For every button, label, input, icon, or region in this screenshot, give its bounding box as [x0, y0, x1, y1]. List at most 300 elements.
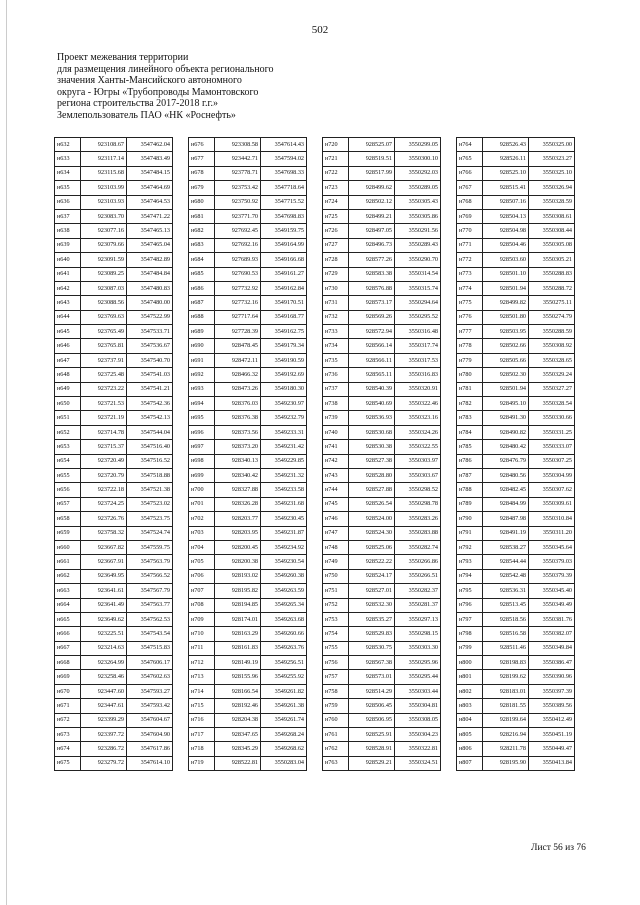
point-id-cell: н710: [189, 627, 215, 641]
x-coordinate-cell: 928502.66: [483, 339, 529, 353]
x-coordinate-cell: 928525.07: [349, 138, 395, 152]
y-coordinate-cell: 3550298.52: [395, 483, 441, 497]
table-row: [323, 670, 441, 684]
y-coordinate-cell: 3550324.51: [395, 756, 441, 770]
point-id-cell: н718: [189, 742, 215, 756]
point-id-cell: н735: [323, 353, 349, 367]
binding-edge-line: [6, 0, 7, 905]
point-id-cell: н778: [457, 339, 483, 353]
y-coordinate-cell: 3550322.81: [395, 742, 441, 756]
coordinate-table-3: [322, 137, 441, 771]
table-row: [323, 166, 441, 180]
x-coordinate-cell: 928480.42: [483, 440, 529, 454]
x-coordinate-cell: 928524.00: [349, 512, 395, 526]
y-coordinate-cell: 3547602.63: [127, 670, 173, 684]
y-coordinate-cell: 3547484.84: [127, 267, 173, 281]
point-id-cell: н768: [457, 195, 483, 209]
x-coordinate-cell: 923083.70: [81, 209, 127, 223]
y-coordinate-cell: 3550397.39: [529, 684, 575, 698]
x-coordinate-cell: 928499.62: [349, 181, 395, 195]
table-row: [189, 684, 307, 698]
x-coordinate-cell: 927717.64: [215, 310, 261, 324]
table-row: [323, 584, 441, 598]
x-coordinate-cell: 923714.78: [81, 425, 127, 439]
x-coordinate-cell: 928163.29: [215, 627, 261, 641]
table-row: [457, 224, 575, 238]
x-coordinate-cell: 923399.29: [81, 713, 127, 727]
y-coordinate-cell: 3547566.52: [127, 569, 173, 583]
point-id-cell: н662: [55, 569, 81, 583]
x-coordinate-cell: 928198.83: [483, 656, 529, 670]
table-row: [55, 454, 173, 468]
x-coordinate-cell: 928340.13: [215, 454, 261, 468]
table-row: [55, 152, 173, 166]
table-row: [457, 699, 575, 713]
y-coordinate-cell: 3550292.03: [395, 166, 441, 180]
table-row: [189, 253, 307, 267]
y-coordinate-cell: 3547604.90: [127, 728, 173, 742]
x-coordinate-cell: 923447.61: [81, 699, 127, 713]
y-coordinate-cell: 3547715.52: [261, 195, 307, 209]
table-row: [457, 454, 575, 468]
table-row: [457, 382, 575, 396]
point-id-cell: н711: [189, 641, 215, 655]
y-coordinate-cell: 3547542.36: [127, 397, 173, 411]
table-row: [323, 526, 441, 540]
y-coordinate-cell: 3549255.92: [261, 670, 307, 684]
table-row: [323, 425, 441, 439]
point-id-cell: н727: [323, 238, 349, 252]
table-row: [189, 483, 307, 497]
table-row: [55, 310, 173, 324]
x-coordinate-cell: 923264.99: [81, 656, 127, 670]
table-row: [189, 756, 307, 770]
table-row: [323, 353, 441, 367]
point-id-cell: н746: [323, 512, 349, 526]
point-id-cell: н651: [55, 411, 81, 425]
y-coordinate-cell: 3550283.88: [395, 526, 441, 540]
table-row: [189, 195, 307, 209]
y-coordinate-cell: 3549170.51: [261, 296, 307, 310]
x-coordinate-cell: 928204.38: [215, 713, 261, 727]
x-coordinate-cell: 928527.88: [349, 483, 395, 497]
point-id-cell: н802: [457, 684, 483, 698]
table-row: [457, 483, 575, 497]
x-coordinate-cell: 928503.95: [483, 325, 529, 339]
point-id-cell: н726: [323, 224, 349, 238]
x-coordinate-cell: 928526.11: [483, 152, 529, 166]
table-row: [189, 540, 307, 554]
y-coordinate-cell: 3547480.00: [127, 296, 173, 310]
x-coordinate-cell: 928529.21: [349, 756, 395, 770]
y-coordinate-cell: 3547541.21: [127, 382, 173, 396]
x-coordinate-cell: 928203.77: [215, 512, 261, 526]
x-coordinate-cell: 928525.06: [349, 540, 395, 554]
table-row: [457, 310, 575, 324]
point-id-cell: н756: [323, 656, 349, 670]
y-coordinate-cell: 3549232.79: [261, 411, 307, 425]
y-coordinate-cell: 3547698.83: [261, 209, 307, 223]
table-row: [189, 598, 307, 612]
y-coordinate-cell: 3550349.49: [529, 598, 575, 612]
table-row: [189, 512, 307, 526]
coordinate-table-4: [456, 137, 575, 771]
y-coordinate-cell: 3549162.75: [261, 325, 307, 339]
point-id-cell: н780: [457, 368, 483, 382]
y-coordinate-cell: 3550275.11: [529, 296, 575, 310]
point-id-cell: н785: [457, 440, 483, 454]
y-coordinate-cell: 3547464.69: [127, 181, 173, 195]
table-row: [55, 224, 173, 238]
x-coordinate-cell: 923769.63: [81, 310, 127, 324]
table-row: [55, 756, 173, 770]
y-coordinate-cell: 3547617.86: [127, 742, 173, 756]
table-row: [55, 742, 173, 756]
point-id-cell: н790: [457, 512, 483, 526]
point-id-cell: н686: [189, 281, 215, 295]
x-coordinate-cell: 928476.79: [483, 454, 529, 468]
point-id-cell: н692: [189, 368, 215, 382]
table-row: [323, 612, 441, 626]
y-coordinate-cell: 3550283.26: [395, 512, 441, 526]
y-coordinate-cell: 3550317.53: [395, 353, 441, 367]
x-coordinate-cell: 928499.21: [349, 209, 395, 223]
table-row: [457, 512, 575, 526]
x-coordinate-cell: 928569.26: [349, 310, 395, 324]
table-row: [55, 267, 173, 281]
point-id-cell: н643: [55, 296, 81, 310]
point-id-cell: н714: [189, 684, 215, 698]
y-coordinate-cell: 3550322.55: [395, 440, 441, 454]
table-row: [189, 209, 307, 223]
table-row: [189, 368, 307, 382]
table-row: [55, 166, 173, 180]
point-id-cell: н639: [55, 238, 81, 252]
point-id-cell: н679: [189, 181, 215, 195]
x-coordinate-cell: 928577.26: [349, 253, 395, 267]
y-coordinate-cell: 3547522.99: [127, 310, 173, 324]
y-coordinate-cell: 3550308.44: [529, 224, 575, 238]
table-row: [323, 296, 441, 310]
y-coordinate-cell: 3550327.27: [529, 382, 575, 396]
y-coordinate-cell: 3550283.04: [261, 756, 307, 770]
table-row: [323, 742, 441, 756]
y-coordinate-cell: 3549168.77: [261, 310, 307, 324]
x-coordinate-cell: 928183.01: [483, 684, 529, 698]
table-row: [457, 195, 575, 209]
table-row: [323, 195, 441, 209]
x-coordinate-cell: 923087.03: [81, 281, 127, 295]
point-id-cell: н806: [457, 742, 483, 756]
y-coordinate-cell: 3549230.54: [261, 555, 307, 569]
x-coordinate-cell: 923442.71: [215, 152, 261, 166]
point-id-cell: н695: [189, 411, 215, 425]
table-row: [457, 267, 575, 281]
point-id-cell: н644: [55, 310, 81, 324]
table-row: [457, 670, 575, 684]
x-coordinate-cell: 928573.01: [349, 670, 395, 684]
y-coordinate-cell: 3550305.21: [529, 253, 575, 267]
x-coordinate-cell: 928536.31: [483, 584, 529, 598]
x-coordinate-cell: 923667.91: [81, 555, 127, 569]
y-coordinate-cell: 3549265.34: [261, 598, 307, 612]
point-id-cell: н670: [55, 684, 81, 698]
x-coordinate-cell: 928513.45: [483, 598, 529, 612]
point-id-cell: н803: [457, 699, 483, 713]
point-id-cell: н677: [189, 152, 215, 166]
table-row: [55, 425, 173, 439]
y-coordinate-cell: 3549161.27: [261, 267, 307, 281]
x-coordinate-cell: 927692.45: [215, 224, 261, 238]
table-row: [189, 267, 307, 281]
table-row: [323, 598, 441, 612]
point-id-cell: н699: [189, 468, 215, 482]
point-id-cell: н794: [457, 569, 483, 583]
y-coordinate-cell: 3550303.67: [395, 468, 441, 482]
x-coordinate-cell: 923088.56: [81, 296, 127, 310]
x-coordinate-cell: 928195.90: [483, 756, 529, 770]
point-id-cell: н640: [55, 253, 81, 267]
table-row: [323, 281, 441, 295]
point-id-cell: н731: [323, 296, 349, 310]
table-row: [457, 440, 575, 454]
point-id-cell: н696: [189, 425, 215, 439]
point-id-cell: н748: [323, 540, 349, 554]
x-coordinate-cell: 923641.61: [81, 584, 127, 598]
table-row: [189, 440, 307, 454]
point-id-cell: н646: [55, 339, 81, 353]
point-id-cell: н805: [457, 728, 483, 742]
y-coordinate-cell: 3550322.46: [395, 397, 441, 411]
x-coordinate-cell: 928504.46: [483, 238, 529, 252]
point-id-cell: н653: [55, 440, 81, 454]
table-row: [323, 267, 441, 281]
point-id-cell: н799: [457, 641, 483, 655]
point-id-cell: н755: [323, 641, 349, 655]
y-coordinate-cell: 3550307.25: [529, 454, 575, 468]
x-coordinate-cell: 923758.32: [81, 526, 127, 540]
y-coordinate-cell: 3547523.02: [127, 497, 173, 511]
point-id-cell: н663: [55, 584, 81, 598]
x-coordinate-cell: 927689.93: [215, 253, 261, 267]
point-id-cell: н742: [323, 454, 349, 468]
table-row: [323, 339, 441, 353]
y-coordinate-cell: 3547718.64: [261, 181, 307, 195]
x-coordinate-cell: 927690.53: [215, 267, 261, 281]
x-coordinate-cell: 928522.81: [215, 756, 261, 770]
x-coordinate-cell: 928199.64: [483, 713, 529, 727]
point-id-cell: н700: [189, 483, 215, 497]
header-line: для размещения линейного объекта регионального: [57, 63, 274, 75]
table-row: [189, 382, 307, 396]
point-id-cell: н775: [457, 296, 483, 310]
point-id-cell: н744: [323, 483, 349, 497]
x-coordinate-cell: 928528.80: [349, 468, 395, 482]
x-coordinate-cell: 928376.03: [215, 397, 261, 411]
point-id-cell: н717: [189, 728, 215, 742]
x-coordinate-cell: 928174.01: [215, 612, 261, 626]
x-coordinate-cell: 928536.93: [349, 411, 395, 425]
x-coordinate-cell: 923753.42: [215, 181, 261, 195]
x-coordinate-cell: 928327.88: [215, 483, 261, 497]
y-coordinate-cell: 3547480.83: [127, 281, 173, 295]
x-coordinate-cell: 928211.78: [483, 742, 529, 756]
point-id-cell: н776: [457, 310, 483, 324]
table-row: [457, 253, 575, 267]
table-row: [323, 468, 441, 482]
table-row: [457, 152, 575, 166]
x-coordinate-cell: 928573.17: [349, 296, 395, 310]
x-coordinate-cell: 923115.68: [81, 166, 127, 180]
header-line: значения Ханты-Мансийского автономного: [57, 75, 242, 86]
table-row: [189, 238, 307, 252]
table-row: [323, 440, 441, 454]
point-id-cell: н766: [457, 166, 483, 180]
x-coordinate-cell: 928487.98: [483, 512, 529, 526]
point-id-cell: н736: [323, 368, 349, 382]
point-id-cell: н807: [457, 756, 483, 770]
x-coordinate-cell: 923721.53: [81, 397, 127, 411]
table-row: [189, 138, 307, 152]
x-coordinate-cell: 923286.72: [81, 742, 127, 756]
x-coordinate-cell: 928194.85: [215, 598, 261, 612]
y-coordinate-cell: 3550349.84: [529, 641, 575, 655]
table-row: [55, 569, 173, 583]
y-coordinate-cell: 3550305.86: [395, 209, 441, 223]
y-coordinate-cell: 3550451.19: [529, 728, 575, 742]
point-id-cell: н753: [323, 612, 349, 626]
x-coordinate-cell: 928149.19: [215, 656, 261, 670]
table-row: [55, 612, 173, 626]
y-coordinate-cell: 3547515.83: [127, 641, 173, 655]
table-row: [457, 569, 575, 583]
y-coordinate-cell: 3550298.15: [395, 627, 441, 641]
table-row: [323, 382, 441, 396]
x-coordinate-cell: 928501.10: [483, 267, 529, 281]
y-coordinate-cell: 3549268.24: [261, 728, 307, 742]
table-row: [55, 555, 173, 569]
point-id-cell: н770: [457, 224, 483, 238]
table-row: [457, 584, 575, 598]
table-row: [457, 497, 575, 511]
x-coordinate-cell: 923720.79: [81, 468, 127, 482]
y-coordinate-cell: 3547563.77: [127, 598, 173, 612]
table-row: [457, 209, 575, 223]
x-coordinate-cell: 928518.56: [483, 612, 529, 626]
x-coordinate-cell: 923722.18: [81, 483, 127, 497]
x-coordinate-cell: 923258.46: [81, 670, 127, 684]
point-id-cell: н669: [55, 670, 81, 684]
point-id-cell: н698: [189, 454, 215, 468]
x-coordinate-cell: 923214.63: [81, 641, 127, 655]
point-id-cell: н637: [55, 209, 81, 223]
y-coordinate-cell: 3550311.20: [529, 526, 575, 540]
y-coordinate-cell: 3549229.85: [261, 454, 307, 468]
table-row: [323, 497, 441, 511]
point-id-cell: н801: [457, 670, 483, 684]
y-coordinate-cell: 3550295.52: [395, 310, 441, 324]
point-id-cell: н783: [457, 411, 483, 425]
point-id-cell: н685: [189, 267, 215, 281]
x-coordinate-cell: 928203.95: [215, 526, 261, 540]
table-row: [189, 152, 307, 166]
table-row: [323, 181, 441, 195]
table-row: [457, 166, 575, 180]
y-coordinate-cell: 3549164.99: [261, 238, 307, 252]
y-coordinate-cell: 3549256.51: [261, 656, 307, 670]
x-coordinate-cell: 928505.66: [483, 353, 529, 367]
header-line: округа - Югры «Трубопроводы Мамонтовского: [57, 86, 259, 98]
y-coordinate-cell: 3550315.74: [395, 281, 441, 295]
y-coordinate-cell: 3550413.84: [529, 756, 575, 770]
x-coordinate-cell: 928495.10: [483, 397, 529, 411]
x-coordinate-cell: 928490.82: [483, 425, 529, 439]
y-coordinate-cell: 3549179.34: [261, 339, 307, 353]
table-row: [55, 411, 173, 425]
y-coordinate-cell: 3549231.87: [261, 526, 307, 540]
point-id-cell: н658: [55, 512, 81, 526]
point-id-cell: н713: [189, 670, 215, 684]
x-coordinate-cell: 923447.60: [81, 684, 127, 698]
point-id-cell: н773: [457, 267, 483, 281]
table-row: [457, 612, 575, 626]
table-row: [189, 728, 307, 742]
table-row: [189, 339, 307, 353]
y-coordinate-cell: 3550329.24: [529, 368, 575, 382]
table-row: [55, 584, 173, 598]
coordinate-table-1: [54, 137, 173, 771]
point-id-cell: н739: [323, 411, 349, 425]
point-id-cell: н774: [457, 281, 483, 295]
x-coordinate-cell: 923778.71: [215, 166, 261, 180]
table-row: [189, 641, 307, 655]
point-id-cell: н681: [189, 209, 215, 223]
x-coordinate-cell: 928529.83: [349, 627, 395, 641]
x-coordinate-cell: 923725.48: [81, 368, 127, 382]
x-coordinate-cell: 923117.14: [81, 152, 127, 166]
x-coordinate-cell: 923667.82: [81, 540, 127, 554]
point-id-cell: н743: [323, 468, 349, 482]
x-coordinate-cell: 928506.45: [349, 699, 395, 713]
point-id-cell: н772: [457, 253, 483, 267]
table-row: [323, 224, 441, 238]
table-row: [189, 468, 307, 482]
point-id-cell: н693: [189, 382, 215, 396]
point-id-cell: н672: [55, 713, 81, 727]
point-id-cell: н754: [323, 627, 349, 641]
y-coordinate-cell: 3550304.99: [529, 468, 575, 482]
x-coordinate-cell: 928376.38: [215, 411, 261, 425]
y-coordinate-cell: 3549260.38: [261, 569, 307, 583]
point-id-cell: н667: [55, 641, 81, 655]
y-coordinate-cell: 3549263.59: [261, 584, 307, 598]
header-line: региона строительства 2017-2018 г.г.»: [57, 98, 218, 109]
table-row: [189, 181, 307, 195]
point-id-cell: н684: [189, 253, 215, 267]
x-coordinate-cell: 928519.51: [349, 152, 395, 166]
table-row: [457, 742, 575, 756]
y-coordinate-cell: 3549230.97: [261, 397, 307, 411]
point-id-cell: н782: [457, 397, 483, 411]
point-id-cell: н800: [457, 656, 483, 670]
table-row: [55, 138, 173, 152]
x-coordinate-cell: 928161.83: [215, 641, 261, 655]
table-row: [55, 526, 173, 540]
y-coordinate-cell: 3549231.68: [261, 497, 307, 511]
y-coordinate-cell: 3550304.81: [395, 699, 441, 713]
table-row: [189, 397, 307, 411]
y-coordinate-cell: 3550294.64: [395, 296, 441, 310]
